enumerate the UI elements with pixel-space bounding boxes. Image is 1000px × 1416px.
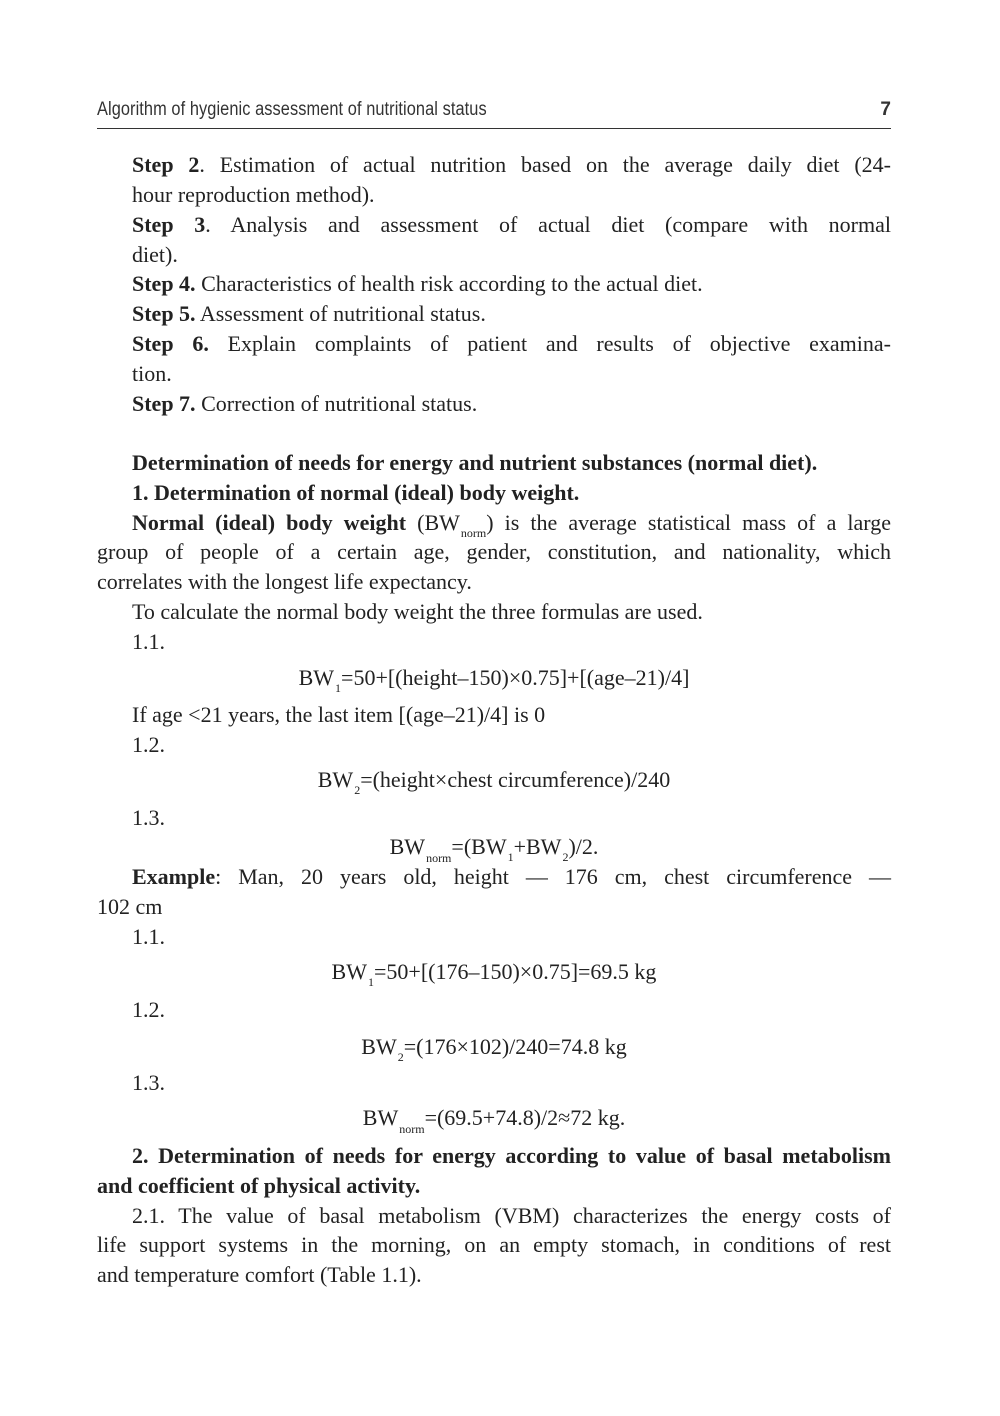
- formula-bw-norm: [97, 832, 891, 865]
- formula-text: BW: [317, 767, 354, 792]
- page-number: 7: [880, 99, 891, 120]
- formula-text: =(height×chest circumference)/240: [360, 767, 671, 792]
- formula-text: BW: [361, 1034, 397, 1059]
- step-2-label: Step 2: [132, 152, 200, 177]
- example-bw-norm: [97, 1103, 891, 1136]
- definition-term: Normal (ideal) body weight: [132, 510, 407, 535]
- subscript: 2: [562, 850, 569, 864]
- formula-text: =50+[(176–150)×0.75]=69.5 kg: [374, 959, 657, 984]
- subscript: 2: [397, 1050, 404, 1064]
- step-3-line-2: diet).: [132, 242, 178, 267]
- step-3-line-1: [132, 210, 891, 240]
- step-2-line-2: hour reproduction method).: [132, 182, 375, 207]
- formula-text: =50+[(height–150)×0.75]+[(age–21)/4]: [341, 665, 690, 690]
- step-7-text: Correction of nutritional status.: [195, 391, 478, 416]
- section-heading-normal-diet: Determination of needs for energy and nutrient substances (normal diet).: [132, 450, 818, 475]
- formula-text: =(176×102)/240=74.8 kg: [403, 1034, 627, 1059]
- formula-text: BW: [389, 834, 426, 859]
- formula-text: +BW: [513, 834, 562, 859]
- header-title: Algorithm of hygienic assessment of nutritional status: [97, 99, 487, 120]
- definition-line-3: correlates with the longest life expectancy.: [97, 569, 472, 594]
- calc-intro: To calculate the normal body weight the three formulas are used.: [132, 599, 703, 624]
- subscript: 2: [354, 783, 361, 797]
- formula-bw1: [97, 663, 891, 693]
- example-number-1-3: 1.3.: [132, 1070, 165, 1095]
- section-2-paragraph-line-3: and temperature comfort (Table 1.1).: [97, 1262, 422, 1287]
- definition-line-1: [132, 508, 891, 538]
- definition-text: ) is the average statistical mass of a large: [486, 510, 892, 535]
- step-2-line-1: [132, 150, 891, 180]
- definition-line-2: group of people of a certain age, gender, constitution, and nationality, which: [97, 539, 891, 564]
- step-4-text: Characteristics of health risk according to the actual diet.: [195, 271, 703, 296]
- example-label: Example: [132, 864, 216, 889]
- example-text: : Man, 20 years old, height — 176 cm, chest circumference —: [215, 864, 891, 889]
- step-5-label: Step 5.: [132, 301, 196, 326]
- step-7-line: [132, 389, 891, 419]
- step-6-label: Step 6.: [132, 331, 209, 356]
- section-2-paragraph-line-1: 2.1. The value of basal metabolism (VBM) characterizes the energy costs of: [132, 1203, 891, 1228]
- example-bw2: [97, 1032, 891, 1062]
- step-4-line: [132, 269, 891, 299]
- step-3-text: . Analysis and assessment of actual diet (compare with normal: [205, 212, 891, 237]
- definition-text: (BW: [406, 510, 460, 535]
- step-6-line-2: tion.: [132, 361, 172, 386]
- subscript: 1: [507, 850, 514, 864]
- running-header: [97, 96, 891, 129]
- step-6-text: Explain complaints of patient and results of objective examina-: [208, 331, 891, 356]
- section-2-heading-line-2: and coefficient of physical activity.: [97, 1173, 421, 1198]
- formula-text: BW: [298, 665, 335, 690]
- age-note: If age <21 years, the last item [(age–21)/4] is 0: [132, 702, 546, 727]
- formula-number-1-2: 1.2.: [132, 732, 165, 757]
- subsection-heading-ideal-weight: 1. Determination of normal (ideal) body weight.: [132, 480, 580, 505]
- step-5-line: [132, 299, 891, 329]
- formula-text: BW: [362, 1105, 399, 1130]
- example-bw1: [97, 957, 891, 987]
- step-7-label: Step 7.: [132, 391, 196, 416]
- formula-text: =(BW: [451, 834, 507, 859]
- example-number-1-2: 1.2.: [132, 997, 165, 1022]
- subscript: norm: [426, 851, 452, 865]
- formula-bw2: [97, 765, 891, 795]
- example-line-2: 102 cm: [97, 894, 163, 919]
- example-number-1-1: 1.1.: [132, 924, 165, 949]
- step-2-text: . Estimation of actual nutrition based on the average daily diet (24-: [199, 152, 892, 177]
- formula-text: =(69.5+74.8)/2≈72 kg.: [424, 1105, 626, 1130]
- example-line-1: [132, 862, 891, 892]
- formula-number-1-3: 1.3.: [132, 805, 165, 830]
- step-4-label: Step 4.: [132, 271, 196, 296]
- subscript: norm: [399, 1122, 425, 1136]
- step-5-text: Assessment of nutritional status.: [195, 301, 486, 326]
- step-6-line-1: [132, 329, 891, 359]
- formula-text: BW: [331, 959, 367, 984]
- step-3-label: Step 3: [132, 212, 206, 237]
- subscript: 1: [335, 681, 342, 695]
- section-2-heading-line-1: 2. Determination of needs for energy according to value of basal metabolism: [132, 1143, 891, 1168]
- formula-number-1-1: 1.1.: [132, 629, 165, 654]
- subscript: 1: [368, 975, 374, 989]
- formula-text: )/2.: [568, 834, 599, 859]
- subscript: norm: [460, 526, 487, 540]
- section-2-paragraph-line-2: life support systems in the morning, on an empty stomach, in conditions of rest: [97, 1232, 891, 1257]
